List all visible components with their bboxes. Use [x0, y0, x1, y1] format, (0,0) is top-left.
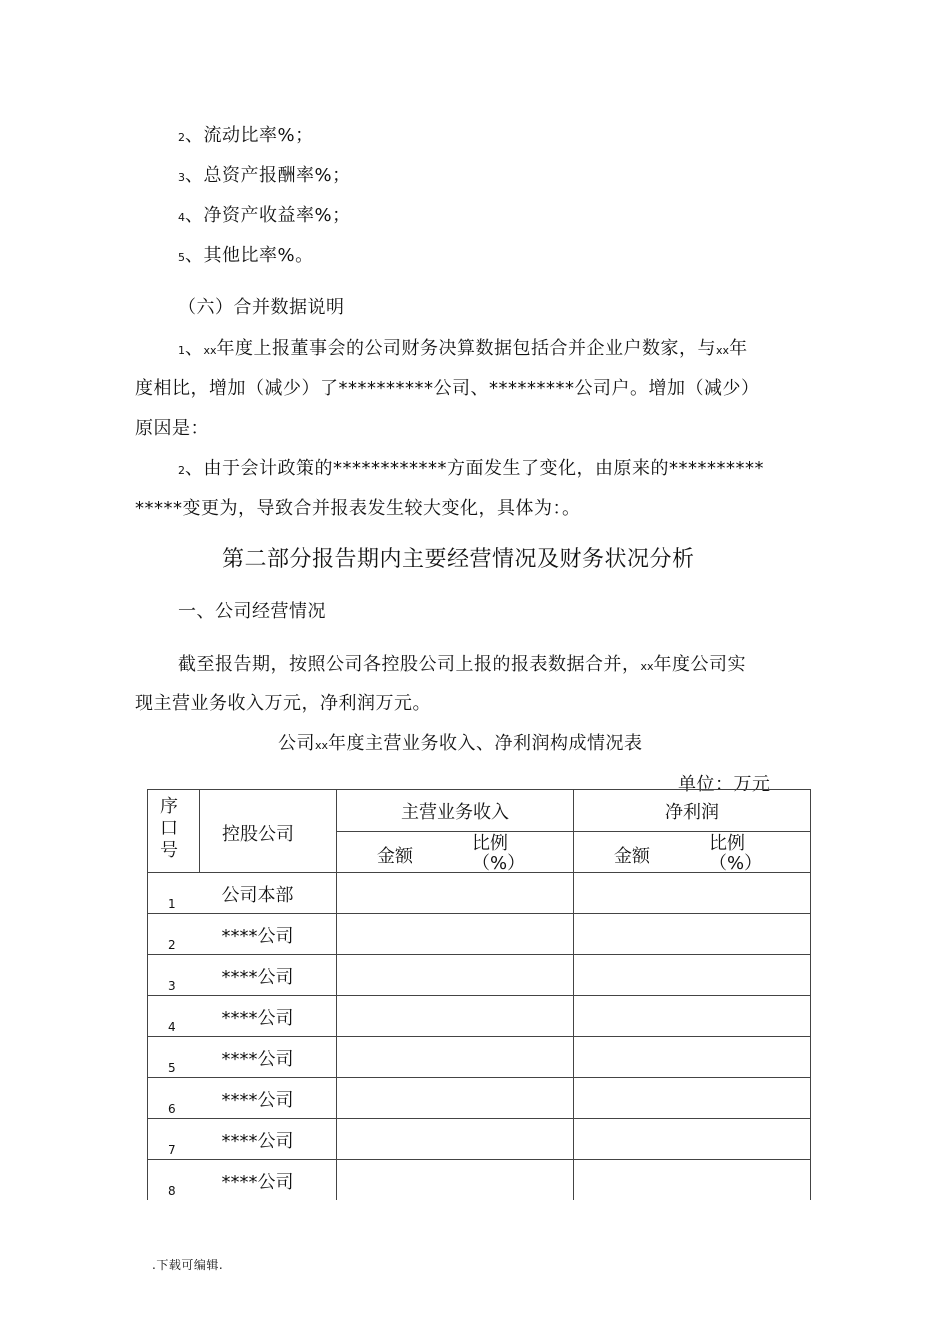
- part2-para-line1: [178, 650, 746, 676]
- para-xx: xx: [640, 660, 654, 673]
- header-company-cell: [200, 790, 337, 873]
- row-seq-cell: [148, 873, 200, 914]
- section6-p2-line1: [178, 454, 764, 480]
- section6-p1-line3: 原因是：: [135, 418, 209, 439]
- row-company-cell: [200, 1160, 337, 1201]
- row-seq: 6: [168, 1102, 176, 1116]
- profit-amount-header: 金额: [614, 846, 650, 867]
- row-seq: 1: [168, 897, 176, 911]
- revenue-ratio-header: 比例（%）: [472, 833, 526, 873]
- row-company: ****公司: [221, 926, 294, 947]
- section6-title: （六）合并数据说明: [178, 297, 345, 318]
- row-company: ****公司: [221, 1049, 294, 1070]
- header-revenue-sub: [337, 832, 574, 873]
- row-profit-cell: [574, 1160, 811, 1201]
- ratio-item-3: [178, 161, 351, 187]
- row-profit-cell: [574, 1119, 811, 1160]
- ratio-number: 3: [178, 171, 185, 184]
- row-revenue-cell: [337, 1119, 574, 1160]
- row-company-cell: [200, 1119, 337, 1160]
- row-company-cell: [200, 996, 337, 1037]
- page-footer: .下载可编辑.: [152, 1258, 224, 1272]
- table-title-b: 年度主营业务收入、净利润构成情况表: [328, 733, 643, 754]
- table-row: [148, 914, 811, 955]
- table-row: [148, 873, 811, 914]
- p1-xx-1: xx: [203, 344, 217, 357]
- p1-number: 1: [178, 344, 185, 357]
- row-seq: 5: [168, 1061, 176, 1075]
- ratio-number: 2: [178, 131, 185, 144]
- row-company-cell: [200, 1037, 337, 1078]
- table-row: [148, 1037, 811, 1078]
- row-profit-cell: [574, 955, 811, 996]
- ratio-number: 4: [178, 211, 185, 224]
- table-title-xx: xx: [315, 739, 329, 752]
- table-title-a: 公司: [278, 733, 315, 754]
- row-profit-cell: [574, 996, 811, 1037]
- p1-text-a: 、: [185, 338, 204, 359]
- row-seq-cell: [148, 914, 200, 955]
- table-unit: 单位：万元: [678, 774, 771, 795]
- para-text-a: 截至报告期，按照公司各控股公司上报的报表数据合并，: [178, 654, 641, 675]
- row-company: ****公司: [221, 1090, 294, 1111]
- p1-xx-2: xx: [716, 344, 730, 357]
- row-revenue-cell: [337, 1078, 574, 1119]
- ratio-text: 、流动比率%；: [185, 125, 314, 146]
- ratio-item-5: [178, 241, 314, 267]
- row-company: ****公司: [221, 1008, 294, 1029]
- header-seq-cell: [148, 790, 200, 873]
- table-row: [148, 996, 811, 1037]
- ratio-text: 、其他比率%。: [185, 245, 314, 266]
- row-company-cell: [200, 955, 337, 996]
- row-revenue-cell: [337, 873, 574, 914]
- row-company-cell: [200, 914, 337, 955]
- row-revenue-cell: [337, 955, 574, 996]
- row-revenue-cell: [337, 1160, 574, 1201]
- ratio-item-4: [178, 201, 351, 227]
- row-seq-cell: [148, 996, 200, 1037]
- row-revenue-cell: [337, 996, 574, 1037]
- ratio-number: 5: [178, 251, 185, 264]
- row-seq: 7: [168, 1143, 176, 1157]
- row-seq-cell: [148, 1037, 200, 1078]
- row-seq: 2: [168, 938, 176, 952]
- row-revenue-cell: [337, 914, 574, 955]
- header-seq: 序口号: [160, 796, 178, 861]
- part2-para-line2: 现主营业务收入万元，净利润万元。: [135, 693, 431, 714]
- revenue-profit-table: [147, 789, 810, 1199]
- p2-number: 2: [178, 464, 185, 477]
- table-title: [278, 729, 643, 755]
- row-seq-cell: [148, 955, 200, 996]
- row-profit-cell: [574, 914, 811, 955]
- row-company: 公司本部: [221, 885, 294, 906]
- row-seq-cell: [148, 1078, 200, 1119]
- p1-text-c: 年: [729, 338, 748, 359]
- row-company: ****公司: [221, 1172, 294, 1193]
- p1-text-b: 年度上报董事会的公司财务决算数据包括合并企业户数家，与: [216, 338, 717, 359]
- ratio-text: 、总资产报酬率%；: [185, 165, 351, 186]
- row-seq: 8: [168, 1184, 176, 1198]
- row-profit-cell: [574, 873, 811, 914]
- row-profit-cell: [574, 1037, 811, 1078]
- profit-ratio-header: 比例（%）: [709, 833, 763, 873]
- header-profit-sub: [574, 832, 811, 873]
- table-row: [148, 955, 811, 996]
- row-company-cell: [200, 873, 337, 914]
- row-seq-cell: [148, 1160, 200, 1201]
- header-profit: 净利润: [574, 790, 811, 832]
- p2-text: 、由于会计政策的************方面发生了变化，由原来的**********: [185, 458, 764, 479]
- header-revenue: 主营业务收入: [337, 790, 574, 832]
- revenue-amount-header: 金额: [377, 846, 413, 867]
- row-seq-cell: [148, 1119, 200, 1160]
- row-seq: 4: [168, 1020, 176, 1034]
- ratio-text: 、净资产收益率%；: [185, 205, 351, 226]
- table-row: [148, 1078, 811, 1119]
- row-company-cell: [200, 1078, 337, 1119]
- table-row: [148, 1119, 811, 1160]
- section6-p1-line2: 度相比，增加（减少）了**********公司、*********公司户。增加（减少）: [135, 378, 760, 399]
- row-profit-cell: [574, 1078, 811, 1119]
- section6-p1-line1: [178, 334, 748, 360]
- section6-p2-line2: *****变更为，导致合并报表发生较大变化，具体为：。: [135, 498, 581, 519]
- para-text-b: 年度公司实: [653, 654, 747, 675]
- part2-heading: 第二部分报告期内主要经营情况及财务状况分析: [222, 547, 695, 572]
- row-company: ****公司: [221, 1131, 294, 1152]
- row-company: ****公司: [221, 967, 294, 988]
- table-row: [148, 1160, 811, 1201]
- part2-subheading: 一、公司经营情况: [178, 601, 326, 622]
- header-company: 控股公司: [222, 824, 294, 845]
- ratio-item-2: [178, 121, 314, 147]
- row-revenue-cell: [337, 1037, 574, 1078]
- row-seq: 3: [168, 979, 176, 993]
